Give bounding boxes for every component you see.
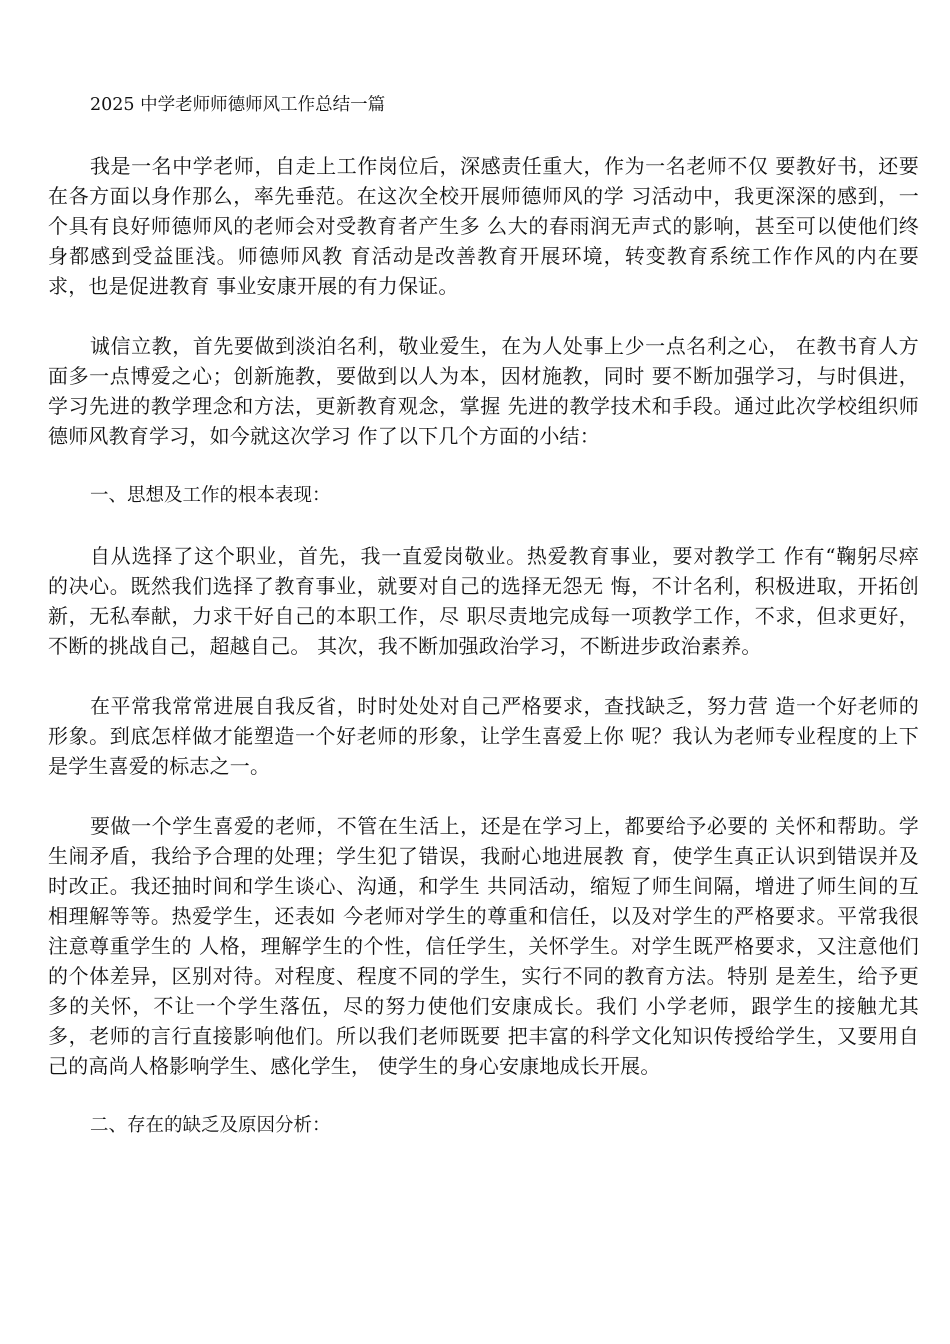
document-title: 2025 中学老师师德师风工作总结一篇 bbox=[90, 95, 386, 115]
paragraph-dedication: 自从选择了这个职业，首先，我一直爱岗敬业。热爱教育事业，要对教学工 作有“鞠躬尽瘁 的决心。既然我们选择了教育事业，就要对自己的选择无怨无 悔，不计名利，积极进取，开拓创新，无私奉献，力求干好自己的本职工作，尽 职尽责地完成每一项教学工作，不求，但求更好，不断的挑战自己，超越自己。 其次，我不断加强政治学习，不断进步政治素养。 bbox=[48, 544, 919, 658]
paragraph-self-reflection: 在平常我常常进展自我反省，时时处处对自己严格要求，查找缺乏，努力营 造一个好老师的形象。到底怎样做才能塑造一个好老师的形象，让学生喜爱上你 呢？我认为老师专业程度的上下是学生喜爱的标志之一。 bbox=[48, 694, 919, 778]
paragraph-integrity: 诚信立教，首先要做到淡泊名利，敬业爱生，在为人处事上少一点名利之心， 在教书育人方面多一点博爱之心；创新施教，要做到以人为本，因材施教，同时 要不断加强学习，与时俱进，学习先进的教学理念和方法，更新教育观念，掌握 先进的教学技术和手段。通过此次学校组织师德师风教育学习，如今就这次学习 作了以下几个方面的小结： bbox=[48, 334, 919, 448]
section-heading-2: 二、存在的缺乏及原因分析： bbox=[90, 1115, 331, 1136]
paragraph-intro: 我是一名中学老师，自走上工作岗位后，深感责任重大，作为一名老师不仅 要教好书，还要在各方面以身作那么，率先垂范。在这次全校开展师德师风的学 习活动中，我更深深的感到，一个具有良好师德师风的老师会对受教育者产生多 么大的春雨润无声式的影响，甚至可以使他们终身都感到受益匪浅。师德师风教 育活动是改善教育开展环境，转变教育系统工作作风的内在要求，也是促进教育 事业安康开展的有力保证。 bbox=[48, 154, 919, 298]
paragraph-caring-students: 要做一个学生喜爱的老师，不管在生活上，还是在学习上，都要给予必要的 关怀和帮助。学生闹矛盾，我给予合理的处理；学生犯了错误，我耐心地进展教 育，使学生真正认识到错误并及时改正。我还抽时间和学生谈心、沟通，和学生 共同活动，缩短了师生间隔，增进了师生间的互相理解等等。热爱学生，还表如 今老师对学生的尊重和信任，以及对学生的严格要求。平常我很注意尊重学生的 人格，理解学生的个性，信任学生，关怀学生。对学生既严格要求，又注意他们 的个体差异，区别对待。对程度、程度不同的学生，实行不同的教育方法。特别 是差生，给予更多的关怀，不让一个学生落伍，尽的努力使他们安康成长。我们 小学老师，跟学生的接触尤其多，老师的言行直接影响他们。所以我们老师既要 把丰富的科学文化知识传授给学生，又要用自己的高尚人格影响学生、感化学生， 使学生的身心安康地成长开展。 bbox=[48, 814, 919, 1078]
section-heading-1: 一、思想及工作的根本表现： bbox=[90, 485, 331, 506]
